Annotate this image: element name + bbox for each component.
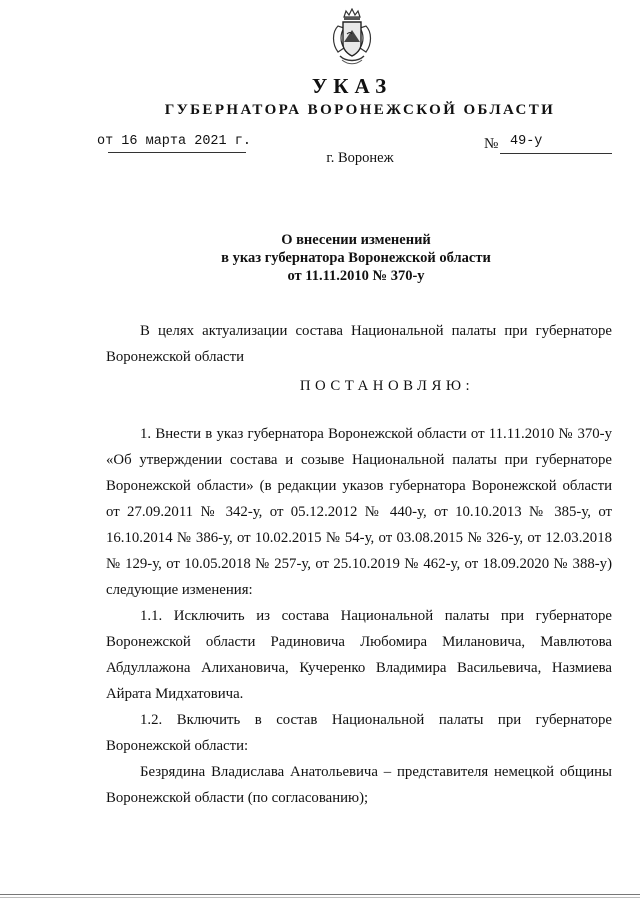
number-label: № bbox=[484, 136, 499, 152]
preamble-paragraph: В целях актуализации состава Национальной палаты при губернаторе Воронежской области bbox=[106, 323, 612, 365]
decree-body bbox=[106, 318, 612, 811]
subject-line: О внесении изменений bbox=[281, 232, 431, 248]
subject-line: в указ губернатора Воронежской области bbox=[221, 250, 491, 266]
city: г. Воронеж bbox=[326, 150, 394, 166]
coat-of-arms-icon bbox=[330, 8, 374, 66]
item-paragraph: 1.1. Исключить из состава Национальной палаты при губернаторе Воронежской области Радиновича Любомира Милановича, Мавлютова Абдуллажона Алихановича, Кучеренко Владимира Васильевича, Назмиева Айрата Мидхатовича. bbox=[106, 608, 612, 702]
document-title: УКАЗ bbox=[311, 74, 393, 98]
document-subtitle: ГУБЕРНАТОРА ВОРОНЕЖСКОЙ ОБЛАСТИ bbox=[164, 102, 556, 118]
page-edge-line bbox=[0, 897, 640, 898]
page-edge-line bbox=[0, 894, 640, 895]
decree-date: от 16 марта 2021 г. bbox=[97, 134, 251, 149]
decree-number: 49-у bbox=[510, 134, 543, 149]
item-paragraph: 1.2. Включить в состав Национальной палаты при губернаторе Воронежской области: bbox=[106, 712, 612, 754]
decree-subject bbox=[0, 231, 640, 285]
item-paragraph: 1. Внести в указ губернатора Воронежской области от 11.11.2010 № 370-у «Об утверждении состава и созыве Национальной палаты при губернаторе Воронежской области» (в редакции указов губернатора Воронежской области от 27.09.2011 № 342-у, от 05.12.2012 № 440-у, от 10.10.2013 № 385-у, от 16.10.2014 № 386-у, от 10.02.2015 № 54-у, от 03.08.2015 № 326-у, от 12.03.2018 № 129-у, от 10.05.2018 № 257-у, от 25.10.2019 № 462-у, от 18.09.2020 № 388-у) следующие изменения: bbox=[106, 426, 612, 598]
subject-line: от 11.11.2010 № 370-у bbox=[287, 268, 425, 284]
decree-word: ПОСТАНОВЛЯЮ: bbox=[299, 378, 475, 394]
item-paragraph: Безрядина Владислава Анатольевича – представителя немецкой общины Воронежской области (по согласованию); bbox=[106, 764, 612, 806]
